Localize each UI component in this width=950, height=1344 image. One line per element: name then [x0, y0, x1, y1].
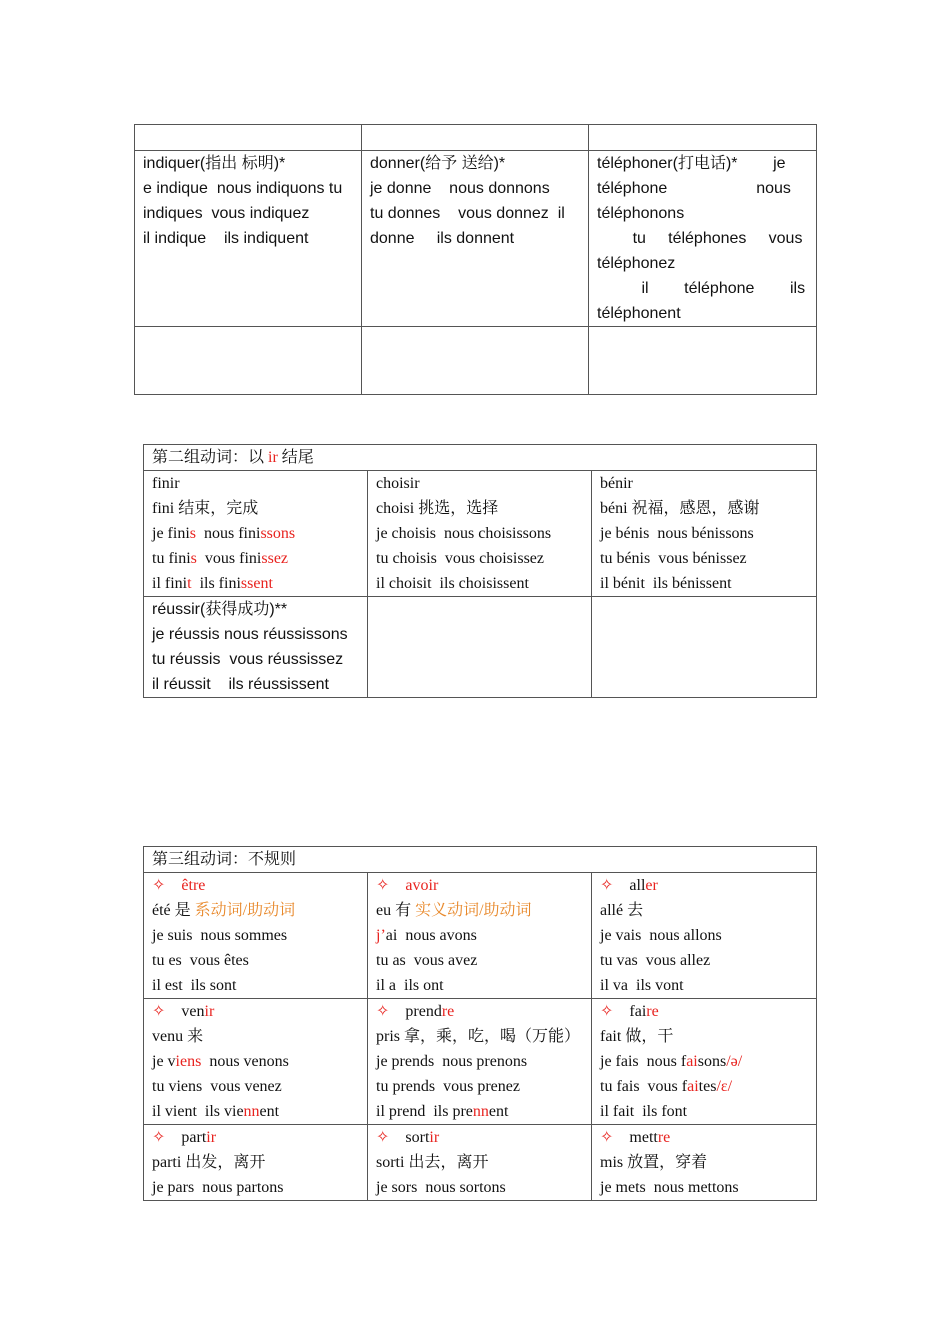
conjugation-line: je choisis nous choisissons	[376, 525, 552, 542]
conjugation-line: je pars nous partons	[152, 1179, 284, 1196]
verb-infinitive: ✧ faire	[600, 1003, 659, 1020]
empty-cell	[589, 125, 817, 151]
past-participle: fini 结束，完成	[152, 500, 259, 517]
verb-cell-choisir	[368, 471, 592, 597]
star-icon: ✧	[376, 1129, 390, 1146]
table-row	[135, 327, 817, 395]
table-row	[144, 471, 817, 597]
verb-cell-donner	[362, 151, 589, 327]
conjugation-line: il finit ils finissent	[152, 575, 273, 592]
past-participle: eu 有 实义动词/助动词	[376, 902, 532, 919]
star-icon: ✧	[600, 1129, 614, 1146]
verb-infinitive: indiquer(指出 标明)*	[143, 155, 286, 172]
conjugation-line: tu choisis vous choisissez	[376, 550, 544, 567]
verb-cell-reussir	[144, 597, 368, 698]
conjugation-line: téléphonent	[597, 305, 681, 322]
verb-infinitive: ✧ partir	[152, 1129, 217, 1146]
verb-cell-indiquer	[135, 151, 362, 327]
verb-infinitive: ✧ prendre	[376, 1003, 455, 1020]
empty-cell	[135, 327, 362, 395]
conjugation-line: il réussit ils réussissent	[152, 676, 329, 693]
verb-infinitive: finir	[152, 475, 180, 492]
verb-cell-finir	[144, 471, 368, 597]
conjugation-line: il téléphone ils	[597, 280, 806, 297]
verb-cell-etre	[144, 873, 368, 999]
conjugation-line: tu prends vous prenez	[376, 1078, 520, 1095]
conjugation-line: il vient ils viennent	[152, 1103, 280, 1120]
conjugation-line: je prends nous prenons	[376, 1053, 528, 1070]
conjugation-line: il est ils sont	[152, 977, 237, 994]
verb-cell-prendre	[368, 999, 592, 1125]
conjugation-line: tu réussis vous réussissez	[152, 651, 344, 668]
empty-cell	[135, 125, 362, 151]
past-participle: venu 来	[152, 1028, 204, 1045]
verb-infinitive: téléphoner(打电话)* je	[597, 155, 786, 172]
verb-cell-avoir	[368, 873, 592, 999]
verb-cell-benir	[592, 471, 817, 597]
conjugation-line: je suis nous sommes	[152, 927, 288, 944]
verb-cell-sortir	[368, 1125, 592, 1201]
conjugation-line: il a ils ont	[376, 977, 444, 994]
conjugation-line: tu vas vous allez	[600, 952, 711, 969]
first-group-table	[134, 124, 817, 395]
verb-cell-telephoner	[589, 151, 817, 327]
conjugation-line: j’ai nous avons	[376, 927, 477, 944]
table-row	[135, 125, 817, 151]
table-row	[144, 873, 817, 999]
past-participle: choisi 挑选，选择	[376, 500, 499, 517]
star-icon: ✧	[152, 1003, 166, 1020]
table-row	[144, 999, 817, 1125]
empty-cell	[589, 327, 817, 395]
verb-cell-faire	[592, 999, 817, 1125]
conjugation-line: tu as vous avez	[376, 952, 478, 969]
third-group-table	[143, 846, 817, 1201]
verb-cell-mettre	[592, 1125, 817, 1201]
conjugation-line: je bénis nous bénissons	[600, 525, 754, 542]
verb-infinitive: ✧ aller	[600, 877, 658, 894]
conjugation-line: je viens nous venons	[152, 1053, 289, 1070]
past-participle: mis 放置，穿着	[600, 1154, 708, 1171]
empty-cell	[362, 327, 589, 395]
conjugation-line: tu viens vous venez	[152, 1078, 282, 1095]
conjugation-line: je réussis nous réussissons	[152, 626, 348, 643]
verb-infinitive: ✧ venir	[152, 1003, 215, 1020]
conjugation-line: téléphonons	[597, 205, 685, 222]
verb-cell-partir	[144, 1125, 368, 1201]
table-row	[135, 151, 817, 327]
conjugation-line: il prend ils prennent	[376, 1103, 509, 1120]
table-row	[144, 1125, 817, 1201]
conjugation-line: il bénit ils bénissent	[600, 575, 732, 592]
empty-cell	[368, 597, 592, 698]
conjugation-line: tu téléphones vous	[597, 230, 803, 247]
empty-cell	[362, 125, 589, 151]
conjugation-line: je sors nous sortons	[376, 1179, 506, 1196]
star-icon: ✧	[600, 877, 614, 894]
verb-infinitive: réussir(获得成功)**	[152, 601, 288, 618]
past-participle: béni 祝福，感恩，感谢	[600, 500, 760, 517]
conjugation-line: tu fais vous faites/ɛ/	[600, 1078, 733, 1095]
conjugation-line: tu finis vous finissez	[152, 550, 289, 567]
ir-ending-highlight: ir	[268, 449, 278, 466]
conjugation-line: je finis nous finissons	[152, 525, 296, 542]
table-title: 第二组动词：以 ir 结尾	[144, 445, 817, 471]
conjugation-line: il va ils vont	[600, 977, 684, 994]
conjugation-line: il choisit ils choisissent	[376, 575, 529, 592]
second-group-table	[143, 444, 817, 698]
table-row	[144, 597, 817, 698]
table-title: 第三组动词：不规则	[144, 847, 817, 873]
conjugation-line: tu bénis vous bénissez	[600, 550, 747, 567]
conjugation-line: je fais nous faisons/ə/	[600, 1053, 743, 1070]
star-icon: ✧	[376, 1003, 390, 1020]
conjugation-line: tu donnes vous donnez il	[370, 205, 565, 222]
past-participle: pris 拿，乘，吃，喝（万能）	[376, 1028, 581, 1045]
verb-cell-aller	[592, 873, 817, 999]
conjugation-line: il fait ils font	[600, 1103, 688, 1120]
past-participle: sorti 出去，离开	[376, 1154, 489, 1171]
past-participle: allé 去	[600, 902, 644, 919]
conjugation-line: donne ils donnent	[370, 230, 515, 247]
table-header-row	[144, 847, 817, 873]
table-header-row	[144, 445, 817, 471]
past-participle: été 是 系动词/助动词	[152, 902, 296, 919]
past-participle: fait 做，干	[600, 1028, 674, 1045]
conjugation-line: je donne nous donnons	[370, 180, 550, 197]
past-participle: parti 出发，离开	[152, 1154, 266, 1171]
conjugation-line: il indique ils indiquent	[143, 230, 309, 247]
verb-infinitive: choisir	[376, 475, 420, 492]
star-icon: ✧	[152, 877, 166, 894]
conjugation-line: je mets nous mettons	[600, 1179, 739, 1196]
conjugation-line: tu es vous êtes	[152, 952, 249, 969]
verb-infinitive: bénir	[600, 475, 633, 492]
conjugation-line: téléphonez	[597, 255, 676, 272]
conjugation-line: indiques vous indiquez	[143, 205, 310, 222]
conjugation-line: e indique nous indiquons tu	[143, 180, 343, 197]
conjugation-line: téléphone nous	[597, 180, 791, 197]
verb-infinitive: donner(给予 送给)*	[370, 155, 506, 172]
star-icon: ✧	[600, 1003, 614, 1020]
verb-infinitive: ✧ sortir	[376, 1129, 440, 1146]
verb-cell-venir	[144, 999, 368, 1125]
verb-infinitive: ✧ avoir	[376, 877, 439, 894]
star-icon: ✧	[152, 1129, 166, 1146]
verb-infinitive: ✧ mettre	[600, 1129, 671, 1146]
star-icon: ✧	[376, 877, 390, 894]
empty-cell	[592, 597, 817, 698]
verb-infinitive: ✧ être	[152, 877, 206, 894]
conjugation-line: je vais nous allons	[600, 927, 722, 944]
